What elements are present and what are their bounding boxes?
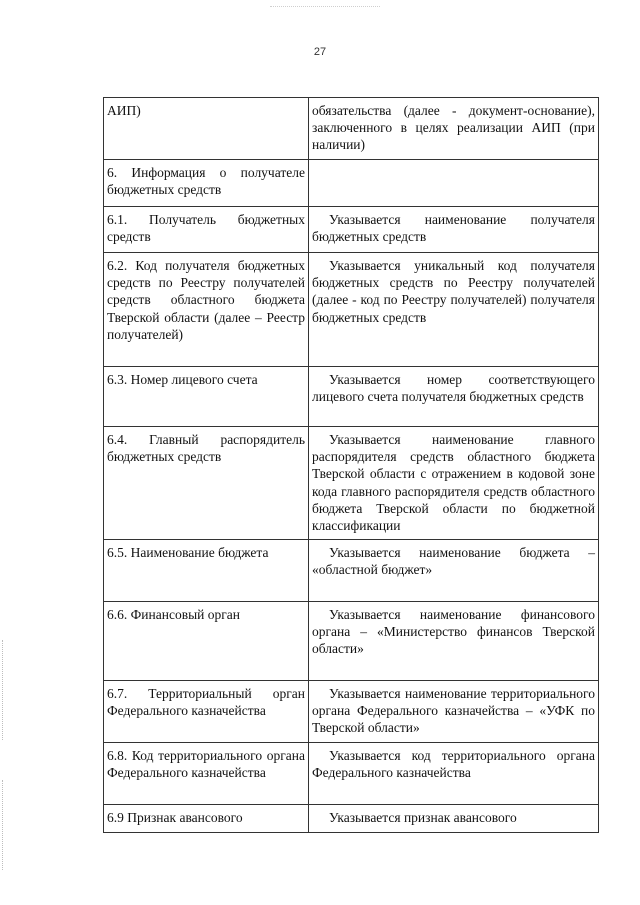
table-row [104,367,599,427]
field-name-cell: 6.2. Код получателя бюджетных средств по Реестру получателей средств областного бюджета Тверской области (далее – Реестр получателей) [104,253,309,367]
scan-margin-mark [2,640,5,740]
table-row [104,98,599,160]
field-description-cell: Указывается признак авансового [309,805,599,833]
field-name-cell: 6.5. Наименование бюджета [104,540,309,602]
field-name-cell: 6.7. Территориальный орган Федерального казначейства [104,681,309,743]
table-row [104,602,599,681]
table-row [104,540,599,602]
field-name-cell: 6.1. Получатель бюджетных средств [104,207,309,253]
field-name-cell: 6.4. Главный распорядитель бюджетных средств [104,427,309,540]
table-row [104,427,599,540]
field-description-cell: Указывается код территориального органа Федерального казначейства [309,743,599,805]
field-name-cell: АИП) [104,98,309,160]
field-name-cell: 6.6. Финансовый орган [104,602,309,681]
field-description-cell: Указывается уникальный код получателя бюджетных средств по Реестру получателей (далее - код по Реестру получателей) получателя бюджетных средств [309,253,599,367]
table-row [104,681,599,743]
table-row [104,160,599,207]
field-name-cell: 6.9 Признак авансового [104,805,309,833]
field-description-cell: обязательства (далее - документ-основание), заключенного в целях реализации АИП (при наличии) [309,98,599,160]
page-number: 27 [313,46,327,58]
table-row [104,743,599,805]
field-description-cell [309,160,599,207]
scan-margin-mark [2,780,5,870]
field-description-cell: Указывается наименование территориального органа Федерального казначейства – «УФК по Тверской области» [309,681,599,743]
specification-table [103,97,599,833]
field-name-cell: 6.8. Код территориального органа Федерального казначейства [104,743,309,805]
scan-fold-mark [270,6,380,8]
field-description-cell: Указывается наименование бюджета – «областной бюджет» [309,540,599,602]
table-row [104,805,599,833]
field-description-cell: Указывается наименование получателя бюджетных средств [309,207,599,253]
table-row [104,207,599,253]
field-name-cell: 6.3. Номер лицевого счета [104,367,309,427]
field-description-cell: Указывается наименование главного распорядителя средств областного бюджета Тверской области с отражением в кодовой зоне кода главного распорядителя средств областного бюджета Тверской области по бюджетной классификации [309,427,599,540]
table-row [104,253,599,367]
field-name-cell: 6. Информация о получателе бюджетных средств [104,160,309,207]
field-description-cell: Указывается наименование финансового органа – «Министерство финансов Тверской области» [309,602,599,681]
field-description-cell: Указывается номер соответствующего лицевого счета получателя бюджетных средств [309,367,599,427]
